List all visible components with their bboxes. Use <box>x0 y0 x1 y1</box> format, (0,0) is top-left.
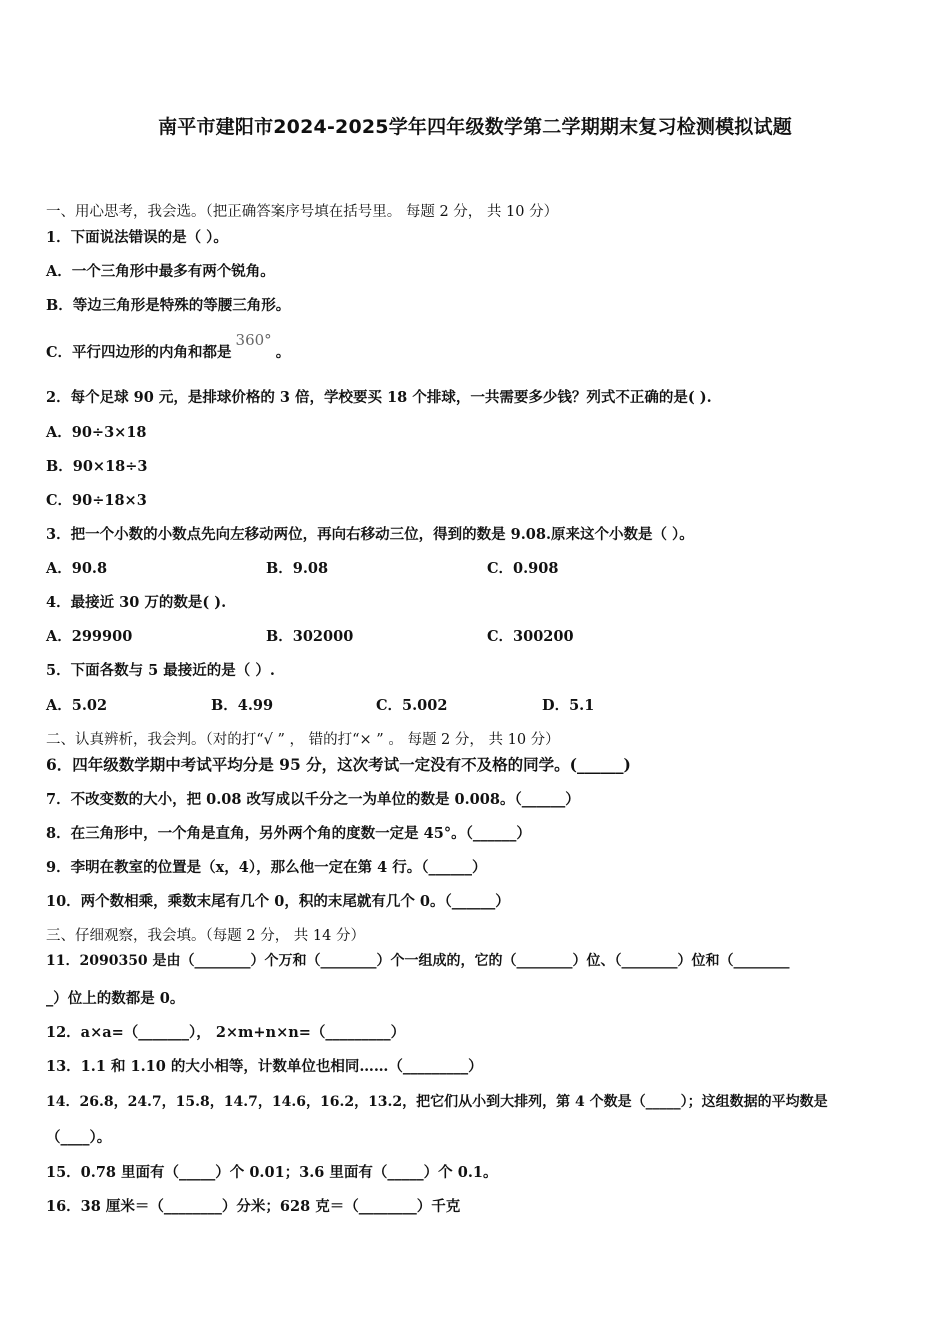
question-13: 13．1.1 和 1.10 的大小相等，计数单位也相同……（_________） <box>46 1058 483 1075</box>
question-5: 5．下面各数与 5 最接近的是（ ）. <box>46 662 275 679</box>
q3-option-c: C．0.908 <box>487 560 559 577</box>
question-8: 8．在三角形中，一个角是直角，另外两个角的度数一定是 45°。（______） <box>46 825 531 842</box>
q2-option-a: A．90÷3×18 <box>46 424 147 441</box>
question-1: 1．下面说法错误的是（ ）。 <box>46 229 228 246</box>
q1-option-c-suffix: 。 <box>275 344 291 361</box>
question-7: 7．不改变数的大小，把 0.08 改写成以千分之一为单位的数是 0.008。（______） <box>46 791 580 808</box>
q2-option-c: C．90÷18×3 <box>46 492 147 509</box>
q4-option-b: B．302000 <box>266 628 354 645</box>
question-15: 15．0.78 里面有（_____）个 0.01；3.6 里面有（_____）个 0.1。 <box>46 1164 498 1181</box>
section-2-heading: 二、认真辨析，我会判。（对的打“√ ” ， 错的打“× ” 。 每题 2 分， 共 10 分） <box>46 732 560 748</box>
q5-option-b: B．4.99 <box>211 697 274 714</box>
q1-option-c <box>46 331 291 363</box>
q1-option-c-text: C．平行四边形的内角和都是 <box>46 344 232 361</box>
q4-option-c: C．300200 <box>487 628 574 645</box>
q5-option-c: C．5.002 <box>376 697 448 714</box>
q1-option-b: B．等边三角形是特殊的等腰三角形。 <box>46 297 291 314</box>
q4-option-a: A．299900 <box>46 628 133 645</box>
question-12: 12．a×a=（_______）， 2×m+n×n=（_________） <box>46 1024 406 1041</box>
q5-option-d: D．5.1 <box>542 697 595 714</box>
section-1-heading: 一、用心思考，我会选。（把正确答案序号填在括号里。 每题 2 分， 共 10 分） <box>46 204 559 220</box>
question-2: 2．每个足球 90 元，是排球价格的 3 倍，学校要买 18 个排球，一共需要多少钱？列式不正确的是( ). <box>46 389 712 406</box>
question-11-line-1: 11．2090350 是由（________）个万和（________）个一组成的，它的（________）位、（________）位和（________ <box>46 953 790 969</box>
page-title: 南平市建阳市2024-2025学年四年级数学第二学期期末复习检测模拟试题 <box>158 116 792 138</box>
question-14-line-2: （____）。 <box>46 1129 112 1146</box>
q3-option-a: A．90.8 <box>46 560 108 577</box>
question-9: 9．李明在教室的位置是（x，4），那么他一定在第 4 行。（______） <box>46 859 487 876</box>
question-14-line-1: 14．26.8，24.7，15.8，14.7，14.6，16.2，13.2，把它们从小到大排列，第 4 个数是（_____）；这组数据的平均数是 <box>46 1094 828 1110</box>
question-4: 4．最接近 30 万的数是( ). <box>46 594 227 611</box>
question-3: 3．把一个小数的小数点先向左移动两位，再向右移动三位，得到的数是 9.08.原来这个小数是（ ）。 <box>46 526 694 543</box>
question-11-line-2: _）位上的数都是 0。 <box>46 990 185 1007</box>
q5-option-a: A．5.02 <box>46 697 108 714</box>
question-16: 16．38 厘米＝（________）分米；628 克＝（________）千克 <box>46 1198 461 1215</box>
q3-option-b: B．9.08 <box>266 560 329 577</box>
q1-option-c-math: 360° <box>235 331 272 349</box>
q1-option-a: A．一个三角形中最多有两个锐角。 <box>46 263 275 280</box>
question-6: 6．四年级数学期中考试平均分是 95 分，这次考试一定没有不及格的同学。(______) <box>46 755 631 774</box>
question-10: 10．两个数相乘，乘数末尾有几个 0，积的末尾就有几个 0。（______） <box>46 893 510 910</box>
q2-option-b: B．90×18÷3 <box>46 458 148 475</box>
section-3-heading: 三、仔细观察，我会填。（每题 2 分， 共 14 分） <box>46 928 365 944</box>
